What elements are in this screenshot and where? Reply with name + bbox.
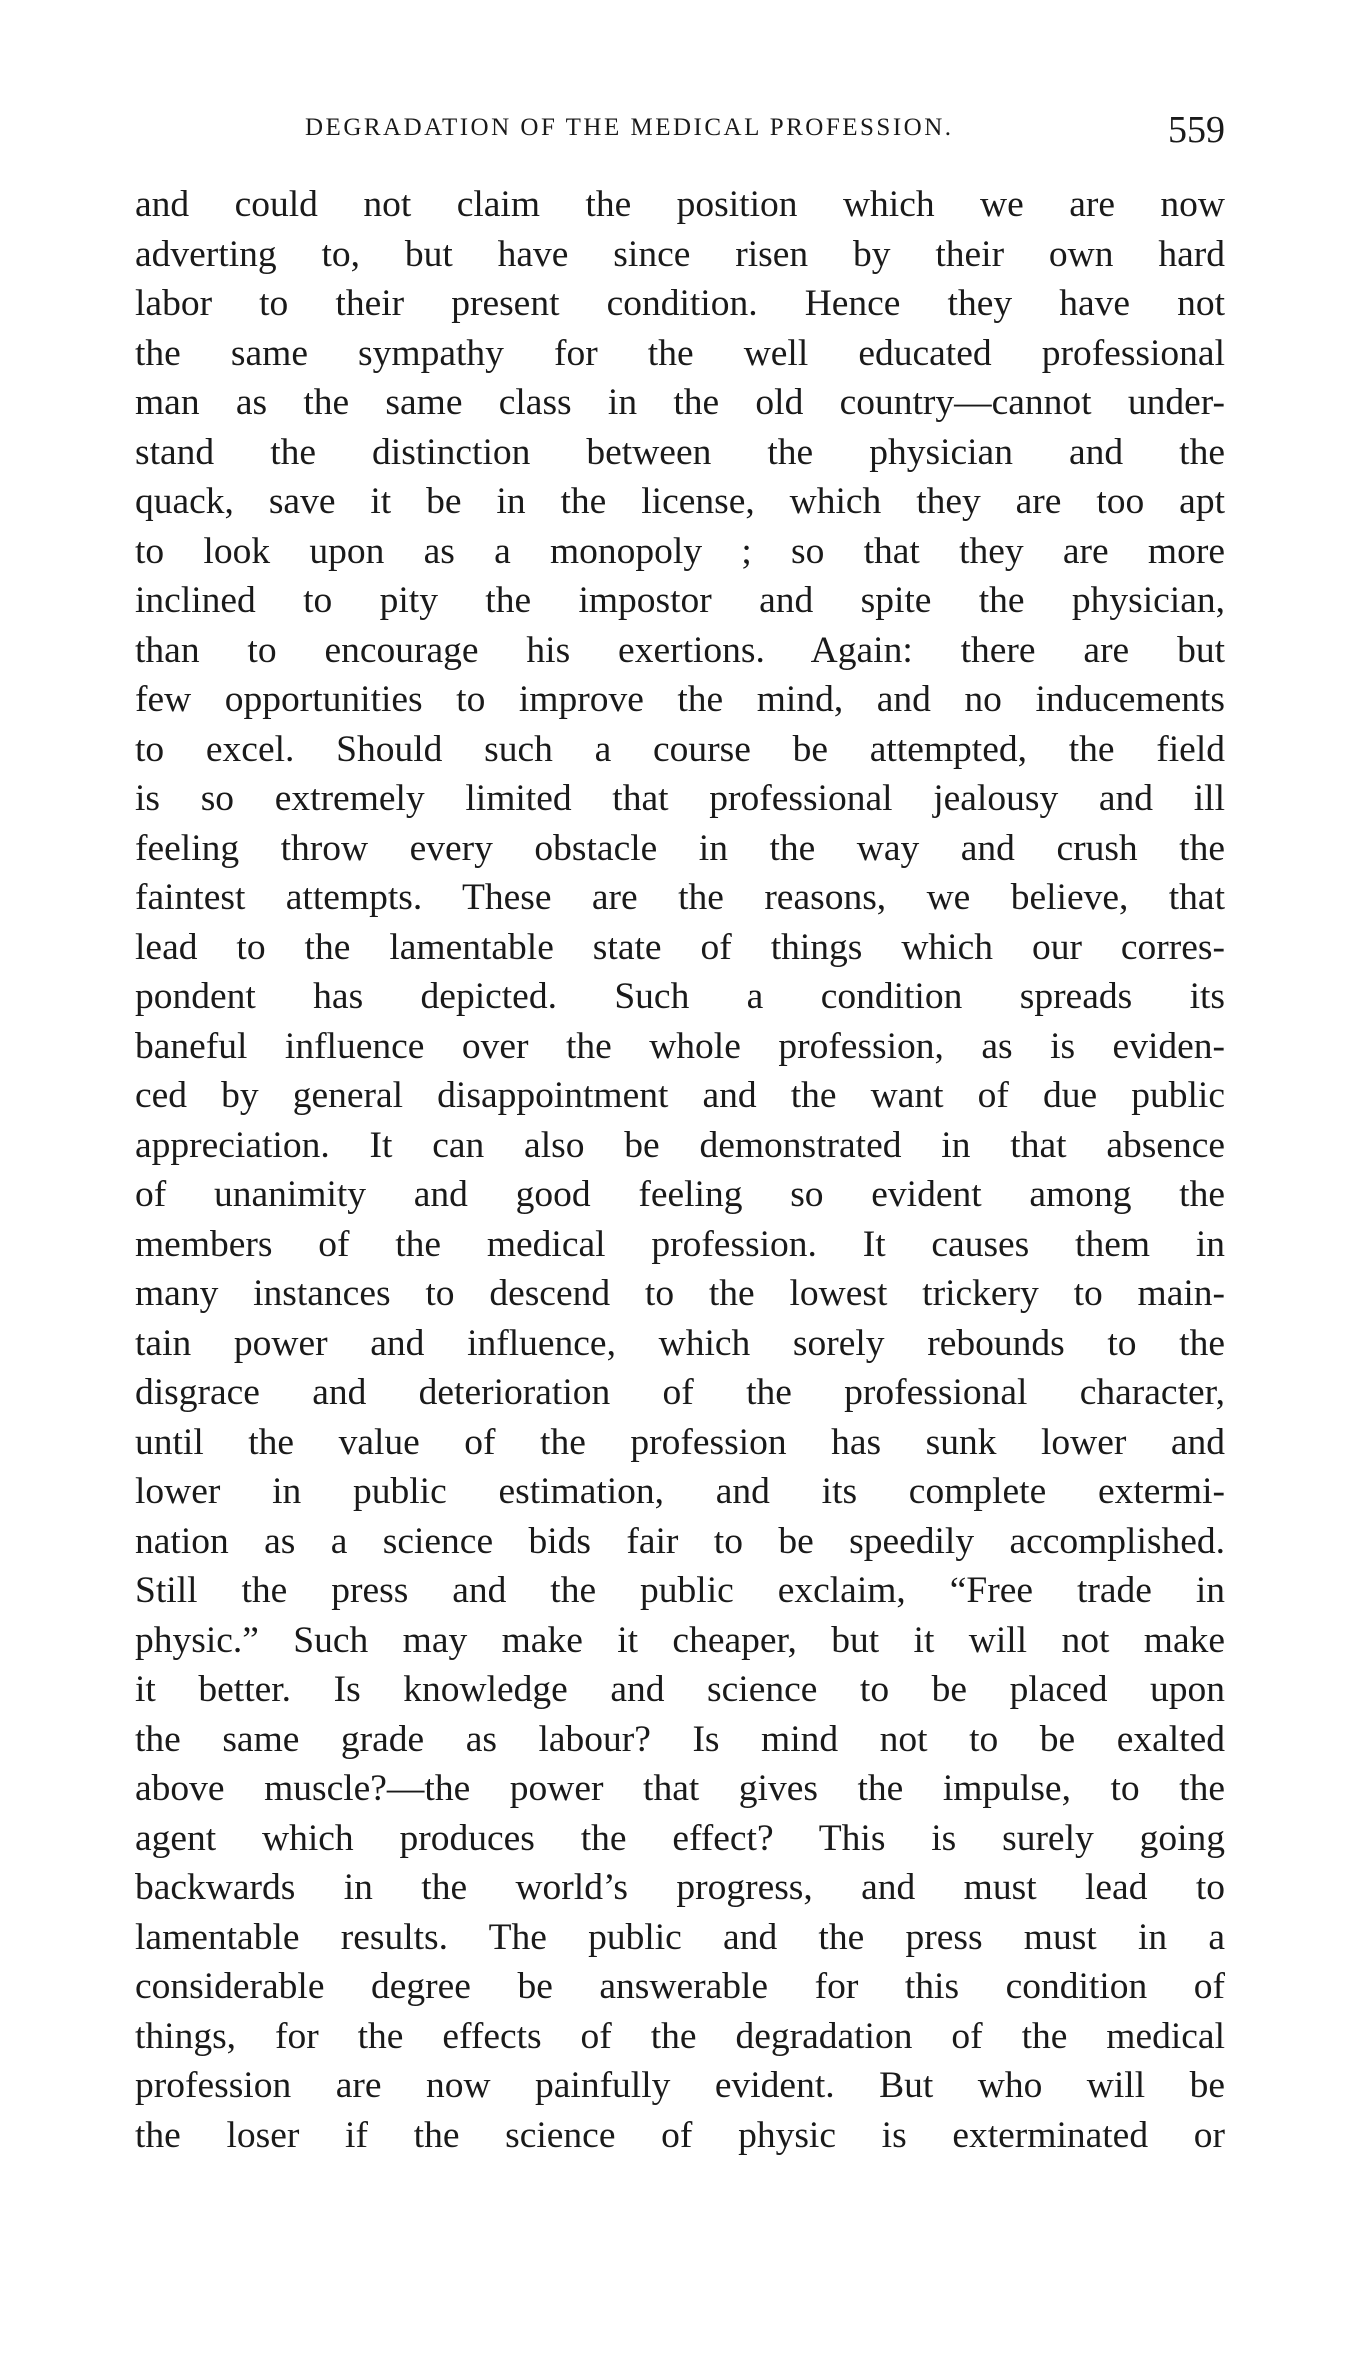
page-number: 559	[1168, 109, 1225, 151]
text-line: labor to their present condition. Hence they have not	[135, 283, 1225, 324]
text-line: members of the medical profession. It causes them in	[135, 1223, 1225, 1265]
text-line: things, for the effects of the degradation of the medical	[135, 2015, 1225, 2057]
text-line: faintest attempts. These are the reasons, we believe, that	[135, 877, 1225, 918]
text-line: the same sympathy for the well educated professional	[135, 332, 1225, 374]
text-line: it better. Is knowledge and science to be placed upon	[135, 1669, 1225, 1710]
text-line: man as the same class in the old country—cannot under-	[135, 382, 1225, 423]
text-line: to excel. Should such a course be attempted, the field	[135, 728, 1225, 770]
text-line: stand the distinction between the physician and the	[135, 431, 1225, 473]
text-line: ced by general disappointment and the want of due public	[135, 1075, 1225, 1116]
text-line: quack, save it be in the license, which they are too apt	[135, 481, 1225, 522]
text-line: lamentable results. The public and the press must in a	[135, 1916, 1225, 1958]
text-line: pondent has depicted. Such a condition spreads its	[135, 976, 1225, 1017]
running-header	[135, 108, 1225, 158]
text-line: baneful influence over the whole profession, as is eviden-	[135, 1025, 1225, 1067]
text-line: few opportunities to improve the mind, and no inducements	[135, 679, 1225, 720]
text-line: backwards in the world’s progress, and must lead to	[135, 1867, 1225, 1908]
text-line: considerable degree be answerable for this condition of	[135, 1966, 1225, 2007]
text-line: adverting to, but have since risen by their own hard	[135, 233, 1225, 275]
text-line: of unanimity and good feeling so evident among the	[135, 1174, 1225, 1215]
text-line: inclined to pity the impostor and spite the physician,	[135, 580, 1225, 621]
text-line: and could not claim the position which we are now	[135, 184, 1225, 225]
text-line: the loser if the science of physic is exterminated or	[135, 2114, 1225, 2156]
text-line: until the value of the profession has sunk lower and	[135, 1421, 1225, 1463]
text-line: nation as a science bids fair to be speedily accomplished.	[135, 1520, 1225, 1562]
text-line: above muscle?—the power that gives the impulse, to the	[135, 1768, 1225, 1809]
text-line: lead to the lamentable state of things which our corres-	[135, 926, 1225, 968]
body-text	[135, 180, 1225, 2160]
text-line: to look upon as a monopoly ; so that they are more	[135, 530, 1225, 572]
text-line: profession are now painfully evident. But who will be	[135, 2065, 1225, 2106]
text-line: lower in public estimation, and its complete extermi-	[135, 1471, 1225, 1512]
text-line: Still the press and the public exclaim, “Free trade in	[135, 1570, 1225, 1611]
text-line: physic.” Such may make it cheaper, but it will not make	[135, 1619, 1225, 1661]
text-line: is so extremely limited that professional jealousy and ill	[135, 778, 1225, 819]
text-line: the same grade as labour? Is mind not to be exalted	[135, 1718, 1225, 1760]
text-line: many instances to descend to the lowest trickery to main-	[135, 1273, 1225, 1314]
running-title: DEGRADATION OF THE MEDICAL PROFESSION.	[305, 114, 954, 141]
text-line: appreciation. It can also be demonstrated in that absence	[135, 1124, 1225, 1166]
text-line: disgrace and deterioration of the professional character,	[135, 1372, 1225, 1413]
text-line: tain power and influence, which sorely rebounds to the	[135, 1322, 1225, 1364]
text-line: feeling throw every obstacle in the way and crush the	[135, 827, 1225, 869]
text-line: agent which produces the effect? This is surely going	[135, 1817, 1225, 1859]
text-line: than to encourage his exertions. Again: there are but	[135, 629, 1225, 671]
